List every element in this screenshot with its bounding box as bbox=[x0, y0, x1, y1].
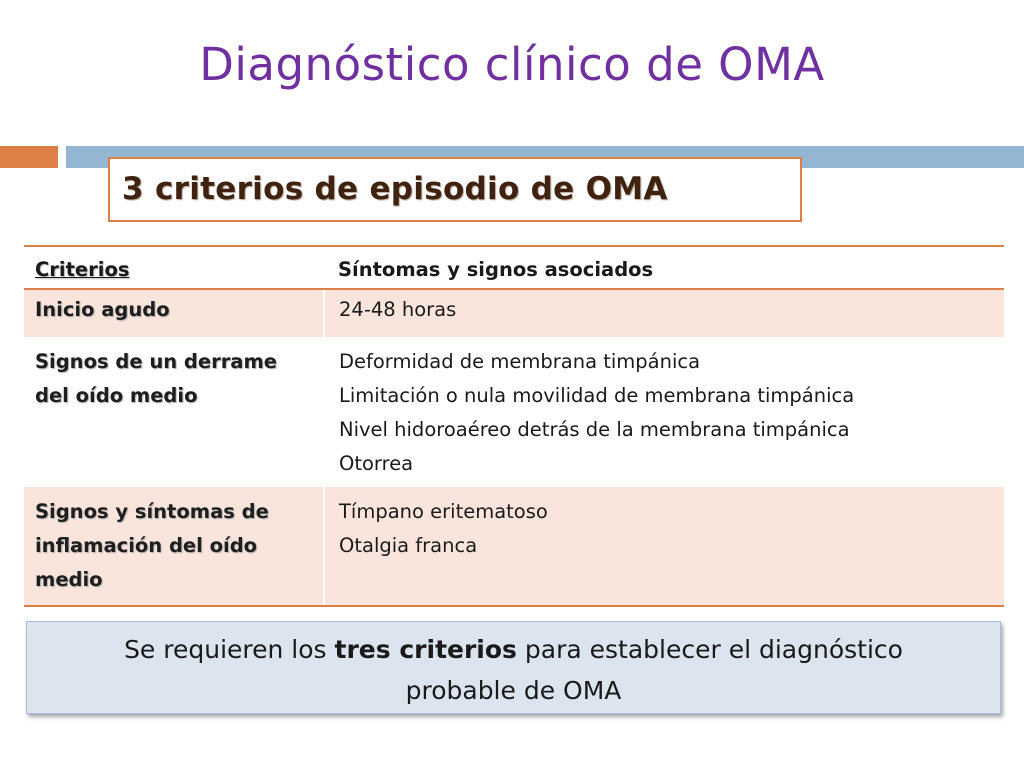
symptom-item: Otorrea bbox=[339, 452, 414, 475]
table-row bbox=[24, 337, 1004, 487]
criterion-cell bbox=[24, 289, 324, 337]
symptoms-cell bbox=[324, 289, 1004, 337]
table-row bbox=[24, 487, 1004, 606]
header-criterios-label: Criterios bbox=[35, 258, 130, 281]
criterion-label: Inicio agudo bbox=[35, 298, 170, 321]
symptoms-cell bbox=[324, 487, 1004, 606]
symptom-item: Deformidad de membrana timpánica bbox=[339, 350, 701, 373]
criterion-cell bbox=[24, 337, 324, 487]
symptom-item: 24-48 horas bbox=[339, 298, 457, 321]
criterion-label: Signos y síntomas de bbox=[35, 500, 269, 523]
note-text-line2: probable de OMA bbox=[405, 676, 622, 705]
header-sintomas-label: Síntomas y signos asociados bbox=[338, 258, 654, 281]
note-text-part2: para establecer el diagnóstico bbox=[516, 635, 903, 664]
conclusion-note bbox=[26, 621, 1001, 714]
symptom-item: Nivel hidoroaéreo detrás de la membrana timpánica bbox=[339, 418, 850, 441]
decorative-orange-bar bbox=[0, 146, 58, 168]
symptom-item: Otalgia franca bbox=[339, 534, 478, 557]
symptom-item: Limitación o nula movilidad de membrana timpánica bbox=[339, 384, 855, 407]
subtitle-box bbox=[108, 157, 802, 222]
criterion-cell bbox=[24, 487, 324, 606]
criterion-label: del oído medio bbox=[35, 384, 198, 407]
note-text-bold: tres criterios bbox=[334, 635, 517, 664]
header-sintomas bbox=[324, 246, 1004, 289]
symptom-item: Tímpano eritematoso bbox=[339, 500, 548, 523]
criterion-label: medio bbox=[35, 568, 103, 591]
criterion-label: inflamación del oído bbox=[35, 534, 258, 557]
note-text-part1: Se requieren los bbox=[124, 635, 335, 664]
subtitle-text: 3 criterios de episodio de OMA bbox=[122, 171, 668, 207]
criterion-label: Signos de un derrame bbox=[35, 350, 278, 373]
table-header-row bbox=[24, 246, 1004, 289]
slide-title: Diagnóstico clínico de OMA bbox=[199, 38, 825, 91]
header-criterios bbox=[24, 246, 324, 289]
criteria-table bbox=[24, 245, 1004, 607]
symptoms-cell bbox=[324, 337, 1004, 487]
table-row bbox=[24, 289, 1004, 337]
